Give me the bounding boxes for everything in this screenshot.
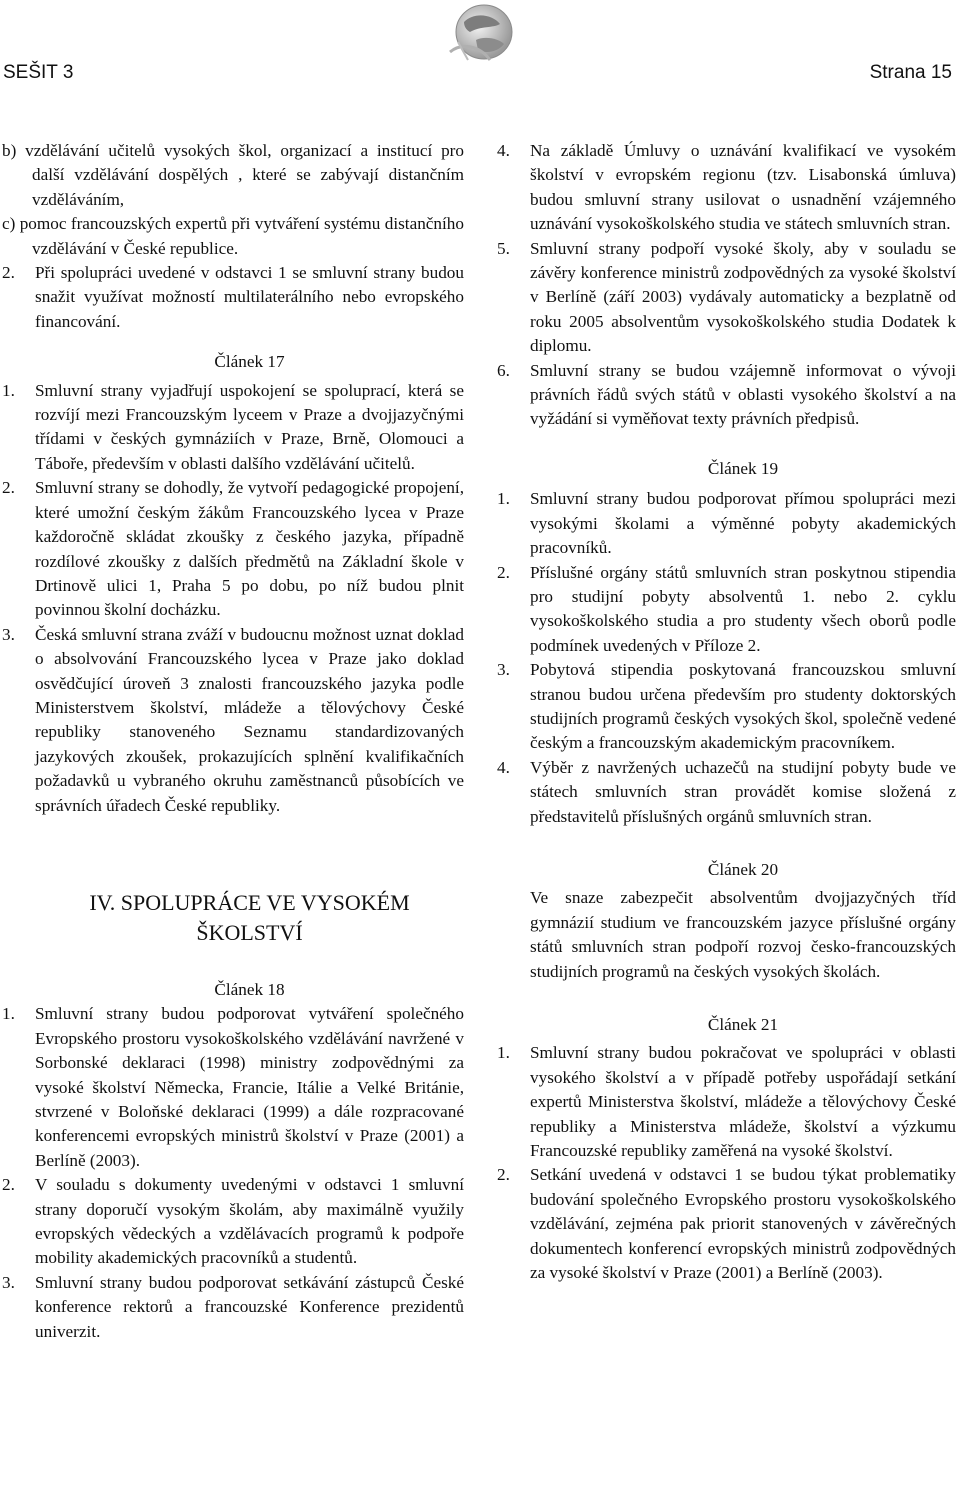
paragraph-text: Smluvní strany budou pokračovat ve spolupráci v oblasti vysokého školství a v případě potřeby uspořádají setkání expertů Ministerstva školství, mládeže a tělovýchovy České republiky a Ministerstva mládeže, školství a výzkumu Francouzské republiky zaměřená na vysoké školství. xyxy=(530,1043,956,1161)
article-heading: Článek 17 xyxy=(214,352,285,372)
article-heading: Článek 19 xyxy=(707,458,779,478)
paragraph-number: 3. xyxy=(2,1272,15,1292)
numbered-paragraph xyxy=(497,756,956,829)
numbered-paragraph xyxy=(2,379,464,477)
paragraph-number: 1. xyxy=(2,1004,15,1024)
paragraph-number: 3. xyxy=(497,660,510,680)
page-number: Strana 15 xyxy=(869,62,952,83)
paragraph-text: Česká smluvní strana zváží v budoucnu možnost uznat doklad o absolvování Francouzského lycea v Praze jako doklad osvědčující úroveň 3 znalosti francouzského jazyka podle Ministerstvem školství, mládeže a tělovýchovy České republiky stanoveného Seznamu standardizovaných jazykových zkoušek, prokazujících splnění kvalifikačních požadavků u vybraného okruhu zaměstnanců působících ve správních úřadech České republiky. xyxy=(35,624,464,815)
section-title xyxy=(2,888,464,948)
list-item: c) pomoc francouzských expertů při vytváření systému distančního vzdělávání v České republice. xyxy=(2,214,464,258)
numbered-paragraph xyxy=(497,359,956,432)
numbered-paragraph xyxy=(497,1163,956,1285)
numbered-paragraph xyxy=(497,658,956,756)
article-heading: Článek 21 xyxy=(707,1015,779,1034)
paragraph-text: Smluvní strany se dohodly, že vytvoří pedagogické propojení, které umožní českým žákům Francouzského lycea v Praze každoročně skládat zkoušky z českého jazyka, případně rozdílové zkoušky z dalších předmětů na Základní škole v Drtinově ulici 1, Praha 5 po dobu, po níž budou plnit povinnou školní docházku. xyxy=(35,478,464,620)
numbered-paragraph xyxy=(497,237,956,359)
paragraph-number: 3. xyxy=(2,624,15,644)
paragraph-text: Příslušné orgány států smluvních stran poskytnou stipendia pro studijní pobyty absolventů 1. nebo 2. cyklu vysokoškolského studia a pro studenty všech oborů podle podmínek uvedených v Příloze 2. xyxy=(530,562,956,655)
paragraph-text: Smluvní strany se budou vzájemně informovat o vývoji právních řádů svých států v oblasti vysokého školství a na vyžádání si vyměňovat texty právních předpisů. xyxy=(530,360,956,429)
paragraph-number: 2. xyxy=(497,562,510,582)
section-title-line: ŠKOLSTVÍ xyxy=(196,919,303,945)
section-title-line: IV. SPOLUPRÁCE VE VYSOKÉM xyxy=(89,889,410,915)
numbered-paragraph xyxy=(2,1002,464,1173)
article-heading: Článek 18 xyxy=(214,979,285,999)
article-heading: Článek 20 xyxy=(707,859,779,879)
numbered-paragraph xyxy=(497,1041,956,1163)
numbered-paragraph xyxy=(2,261,464,334)
paragraph-text: Smluvní strany budou podporovat vytváření společného Evropského prostoru vysokoškolského vzdělávání navržené v Sorbonské deklaraci (1998) ministry zodpovědnými za vysoké školství Německa, Francie, Itálie a Velké Británie, stvrzené v Boloňské deklaraci (1999) a dále rozpracované konferencemi evropských ministrů školství v Praze (2001) a Berlíně (2003). xyxy=(35,1004,464,1170)
list-item: b) vzdělávání učitelů vysokých škol, organizací a institucí pro další vzdělávání dospělých , které se zabývají distančním vzděláváním, xyxy=(2,141,464,209)
right-column xyxy=(497,138,956,1285)
globe-logo-icon xyxy=(440,2,524,66)
numbered-paragraph xyxy=(497,139,956,237)
paragraph-number: 1. xyxy=(497,1043,510,1063)
paragraph-number: 2. xyxy=(2,478,15,498)
paragraph-text: Na základě Úmluvy o uznávání kvalifikací ve vysokém školství v evropském regionu (tzv. Lisabonská úmluva) budou smluvní strany usilovat o usnadnění vzájemného uznávání vysokoškolského studia ve státech smluvních stran. xyxy=(530,141,956,234)
paragraph-number: 1. xyxy=(2,380,15,400)
paragraph-number: 2. xyxy=(497,1165,510,1185)
paragraph-text: Při spolupráci uvedené v odstavci 1 se smluvní strany budou snažit využívat možností multilaterálního nebo evropského financování. xyxy=(35,263,464,331)
paragraph-text: Ve snaze zabezpečit absolventům dvojjazyčných tříd gymnázií studium ve francouzském jazyce příslušné orgány států smluvních stran podpoří rozvoj česko-francouzských studijních programů na českých vysokých školách. xyxy=(530,888,956,981)
paragraph-text: Výběr z navržených uchazečů na studijní pobyty bude ve státech smluvních stran provádět komise složená z představitelů příslušných orgánů smluvních stran. xyxy=(530,757,956,826)
numbered-paragraph xyxy=(2,1173,464,1271)
numbered-paragraph xyxy=(497,561,956,659)
paragraph-number: 1. xyxy=(497,489,510,509)
paragraph-text: Pobytová stipendia poskytovaná francouzskou smluvní stranou budou určena především pro studenty doktorských studijních programů českých vysokých škol, společně vedené českým a francouzským akademickým pracovníkem. xyxy=(530,660,956,753)
paragraph-number: 2. xyxy=(2,1175,15,1195)
paragraph-number: 5. xyxy=(497,238,510,258)
paragraph-text: V souladu s dokumenty uvedenými v odstavci 1 smluvní strany doporučí vysokým školám, aby maximálně využily evropských vědeckých a vzdělávacích programů k podpoře mobility akademických pracovníků a studentů. xyxy=(35,1175,464,1268)
issue-label: SEŠIT 3 xyxy=(3,62,74,83)
paragraph-number: 4. xyxy=(497,757,510,777)
left-column xyxy=(2,138,464,1344)
paragraph-number: 4. xyxy=(497,141,510,160)
paragraph-number: 2. xyxy=(2,263,15,283)
paragraph-text: Smluvní strany budou podporovat setkávání zástupců České konference rektorů a francouzské Konference prezidentů univerzit. xyxy=(35,1272,464,1341)
paragraph-number: 6. xyxy=(497,360,510,380)
numbered-paragraph xyxy=(2,623,464,818)
numbered-paragraph xyxy=(497,487,956,560)
paragraph-text: Smluvní strany podpoří vysoké školy, aby v souladu se závěry konference ministrů zodpovědných za vysoké školství v Berlíně (září 2003) vydávaly automaticky a bezplatně od roku 2005 absolventům vysokoškolského studia Dodatek k diplomu. xyxy=(530,238,956,356)
numbered-paragraph xyxy=(2,1271,464,1344)
numbered-paragraph xyxy=(2,476,464,622)
paragraph-text: Smluvní strany budou podporovat přímou spolupráci mezi vysokými školami a výměnné pobyty akademických pracovníků. xyxy=(530,489,956,558)
paragraph-text: Smluvní strany vyjadřují uspokojení se spoluprací, která se rozvíjí mezi Francouzským lyceem v Praze a dvojjazyčnými třídami v českých gymnáziích v Praze, Brně, Olomouci a Táboře, především v oblasti dalšího vzdělávání učitelů. xyxy=(35,380,464,473)
paragraph-text: Setkání uvedená v odstavci 1 se budou týkat problematiky budování společného Evropského prostoru vysokoškolského vzdělávání, zejména pak priorit stanovených v závěrečných dokumentech konferencí evropských ministrů zodpovědných za vysoké školství v Praze (2001) a Berlíně (2003). xyxy=(530,1165,956,1283)
